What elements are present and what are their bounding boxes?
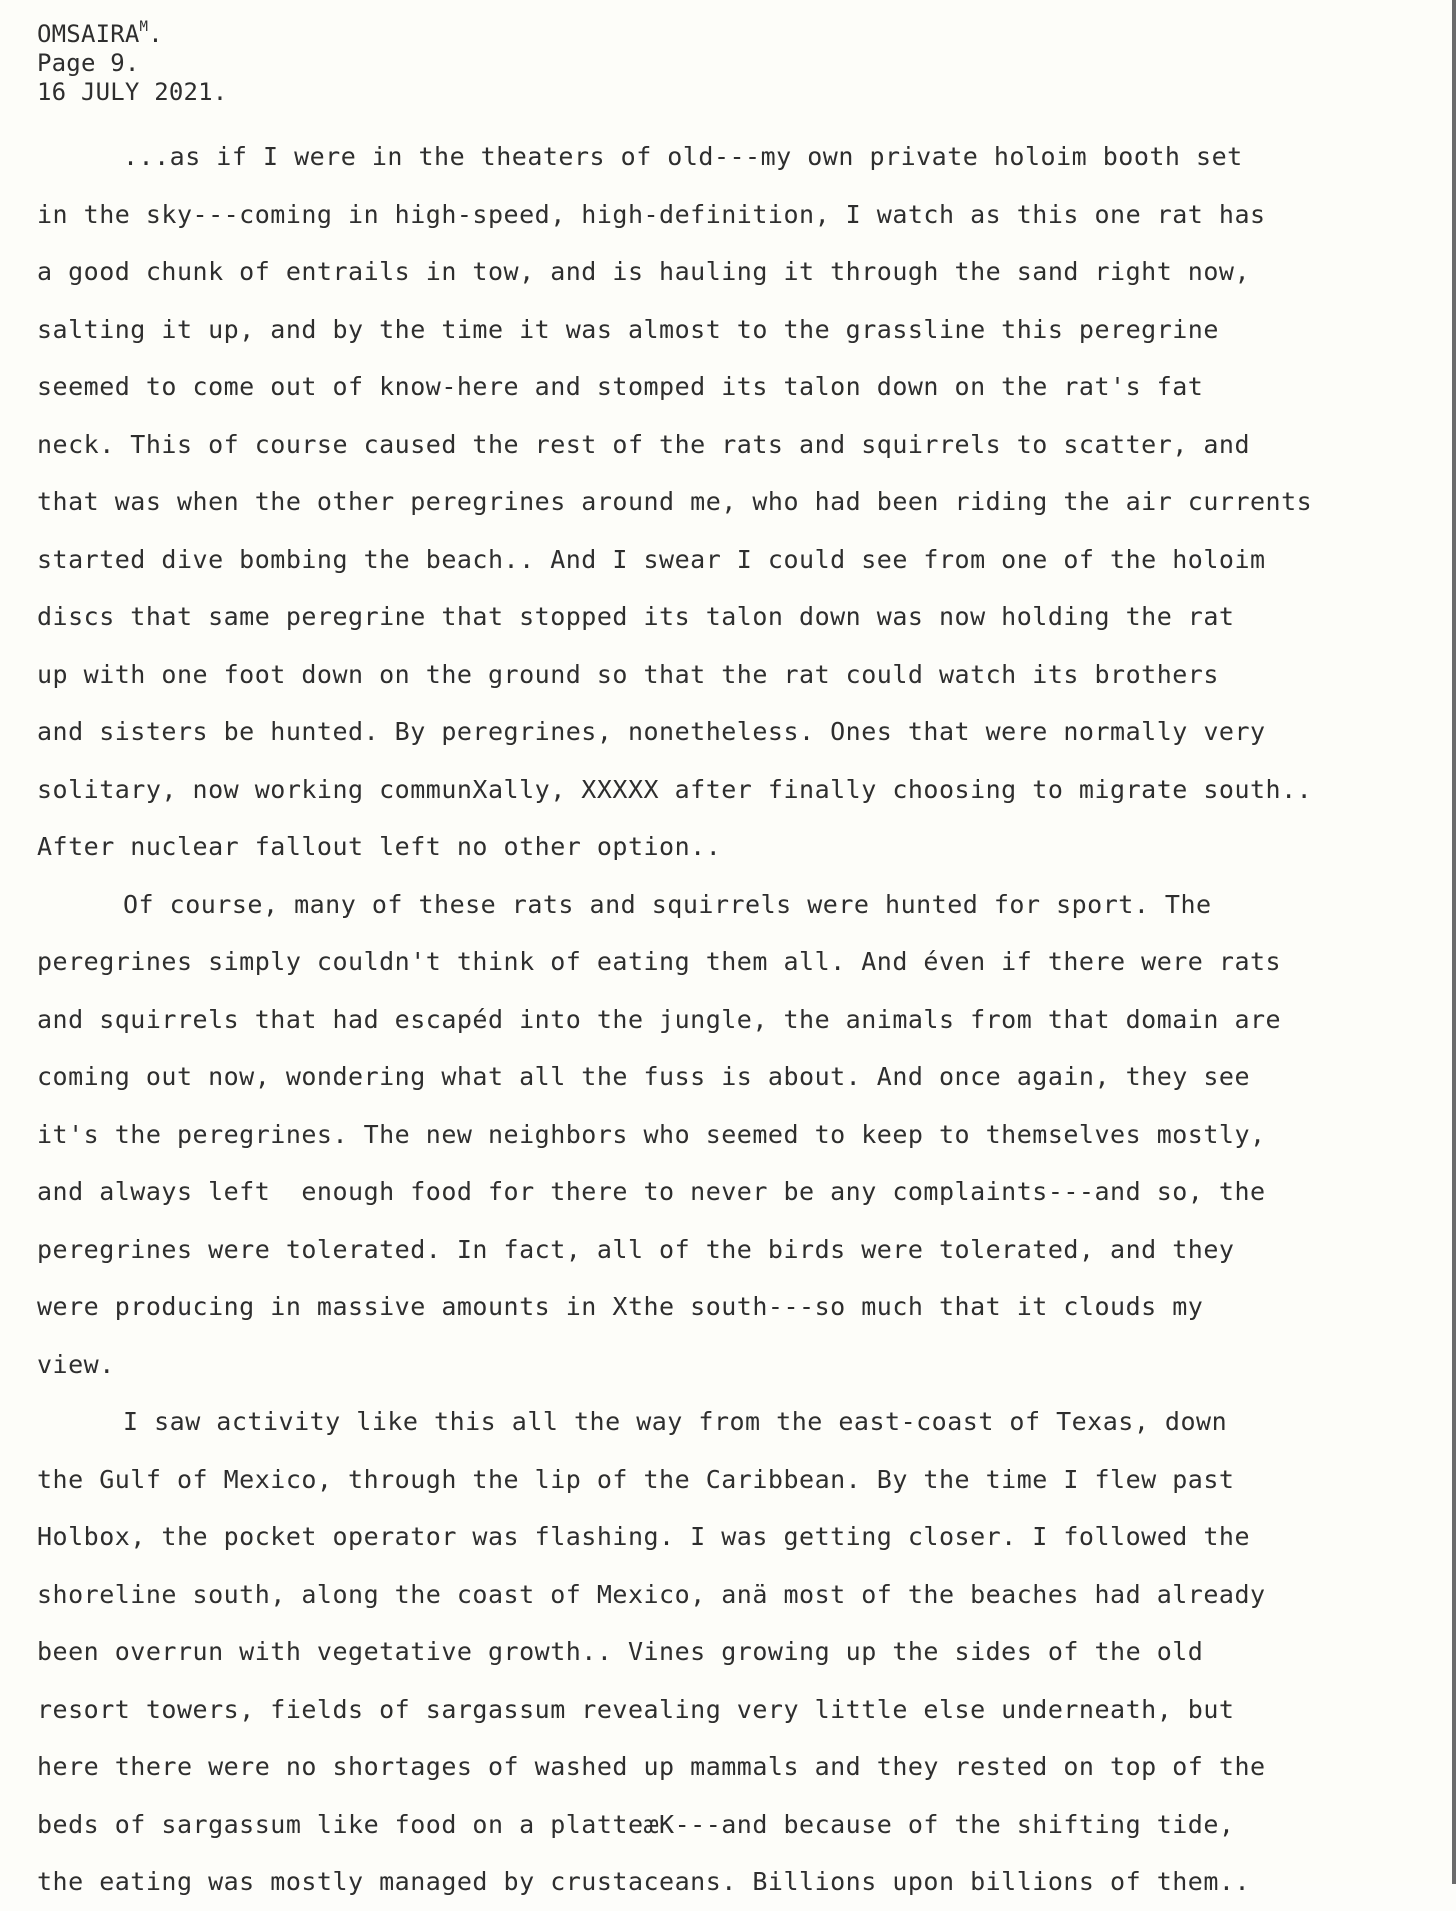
text-line: up with one foot down on the ground so that the rat could watch its brothers: [37, 659, 1219, 689]
text-line: and always left enough food for there to never be any complaints---and so, the: [37, 1177, 1266, 1206]
text-line: peregrines simply couldn't think of eating them all. And éven if there were rats: [37, 947, 1282, 976]
text-line: After nuclear fallout left no other option..: [37, 832, 722, 861]
text-line: I saw activity like this all the way from the east-coast of Texas, down: [123, 1407, 1228, 1436]
page-header: [37, 20, 227, 107]
author-superscript: M: [139, 19, 149, 35]
text-line: here there were no shortages of washed up mammals and they rested on top of the: [37, 1752, 1266, 1781]
text-line: a good chunk of entrails in tow, and is hauling it through the sand right now,: [37, 257, 1250, 286]
text-line: Holbox, the pocket operator was flashing. I was getting closer. I followed the: [37, 1522, 1250, 1551]
text-line: been overrun with vegetative growth.. Vines growing up the sides of the old: [37, 1637, 1204, 1666]
text-line: discs that same peregrine that stopped its talon down was now holding the rat: [37, 602, 1235, 631]
text-line: Of course, many of these rats and squirrels were hunted for sport. The: [123, 889, 1212, 919]
page-date: 16 JULY 2021.: [37, 78, 228, 106]
manuscript-body: [37, 128, 1447, 1911]
text-line: peregrines were tolerated. In fact, all of the birds were tolerated, and they: [37, 1234, 1235, 1264]
text-line: started dive bombing the beach.. And I swear I could see from one of the holoim: [37, 544, 1266, 574]
text-line: the eating was mostly managed by crustaceans. Billions upon billions of them..: [37, 1867, 1250, 1896]
text-line: salting it up, and by the time it was almost to the grassline this peregrine: [37, 314, 1219, 344]
text-line: view.: [37, 1349, 115, 1379]
author-line: [37, 20, 227, 49]
text-line: neck. This of course caused the rest of the rats and squirrels to scatter, and: [37, 429, 1250, 459]
author-trail: .: [148, 20, 163, 48]
text-line: in the sky---coming in high-speed, high-definition, I watch as this one rat has: [37, 199, 1266, 229]
text-line: and squirrels that had escapéd into the jungle, the animals from that domain are: [37, 1004, 1282, 1034]
text-line: coming out now, wondering what all the fuss is about. And once again, they see: [37, 1062, 1250, 1091]
text-line: ...as if I were in the theaters of old---my own private holoim booth set: [123, 142, 1243, 171]
text-line: beds of sargassum like food on a platteæK---and because of the shifting tide,: [37, 1809, 1235, 1839]
page-number: Page 9.: [37, 49, 140, 77]
text-line: that was when the other peregrines around me, who had been riding the air currents: [37, 487, 1313, 516]
text-line: the Gulf of Mexico, through the lip of the Caribbean. By the time I flew past: [37, 1464, 1235, 1494]
page-edge: [1452, 0, 1456, 1884]
text-line: it's the peregrines. The new neighbors who seemed to keep to themselves mostly,: [37, 1119, 1266, 1149]
text-line: seemed to come out of know-here and stomped its talon down on the rat's fat: [37, 372, 1204, 401]
text-line: shoreline south, along the coast of Mexico, anä most of the beaches had already: [37, 1579, 1266, 1609]
text-line: resort towers, fields of sargassum revealing very little else underneath, but: [37, 1694, 1235, 1724]
text-line: and sisters be hunted. By peregrines, nonetheless. Ones that were normally very: [37, 717, 1266, 746]
text-line: were producing in massive amounts in Xthe south---so much that it clouds my: [37, 1292, 1204, 1321]
text-line: solitary, now working communXally, XXXXX after finally choosing to migrate south..: [37, 774, 1313, 804]
author-name: OMSAIRA: [37, 20, 140, 48]
